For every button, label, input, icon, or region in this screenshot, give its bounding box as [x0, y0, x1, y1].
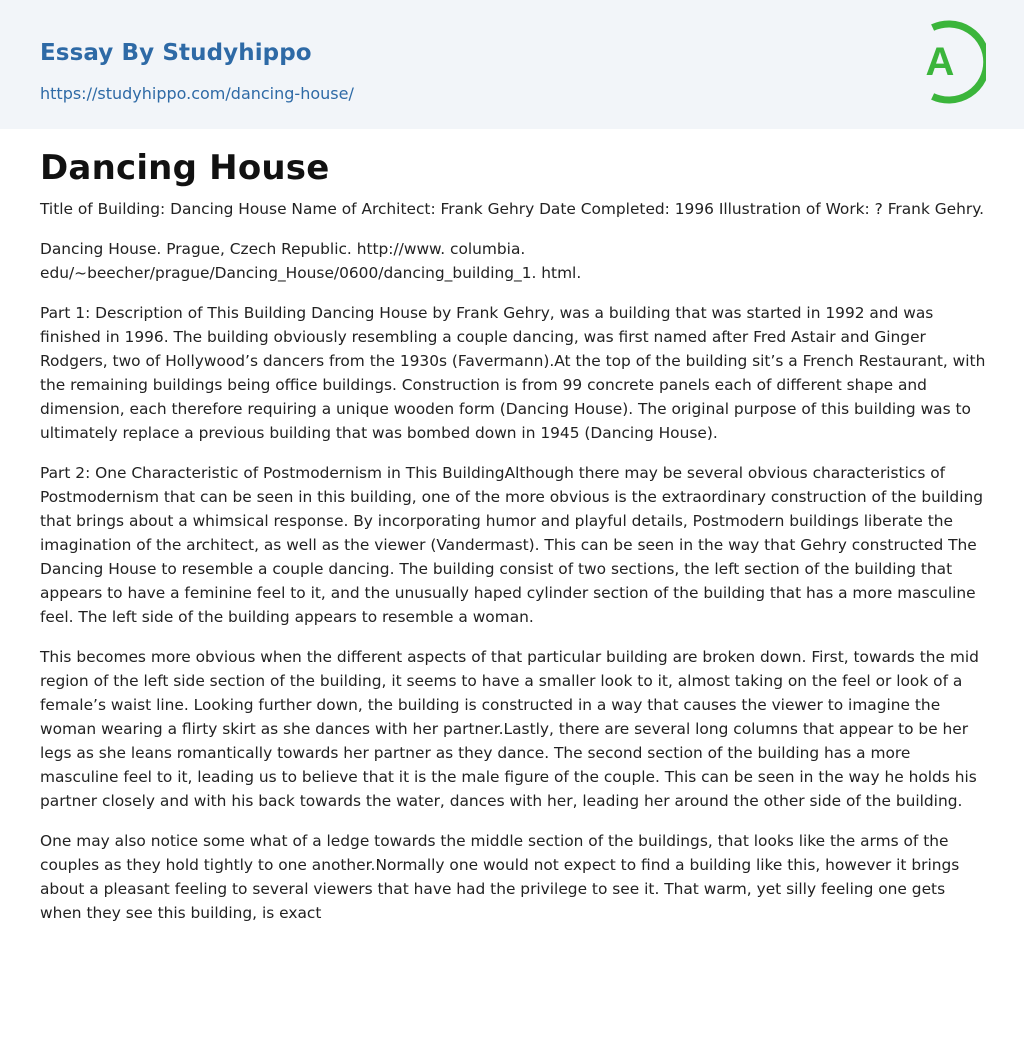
paragraph-source: Dancing House. Prague, Czech Republic. http://www. columbia. edu/~beecher/prague/Dancing_House/0600/dancing_building_1. html.: [40, 240, 582, 282]
paragraph-building-info: Title of Building: Dancing House Name of Architect: Frank Gehry Date Completed: 1996 Illustration of Work: ? Frank Gehry.: [40, 200, 985, 218]
paragraph-part-2: Part 2: One Characteristic of Postmodernism in This BuildingAlthough there may be several obvious characteristics of Postmodernism that can be seen in this building, one of the more obvious is the extraordinary construction of the building that brings about a whimsical response. By incorporating humor and playful details, Postmodern buildings liberate the imagination of the architect, as well as the viewer (Vandermast). This can be seen in the way that Gehry constructed The Dancing House to resemble a couple dancing. The building consist of two sections, the left section of the building that appears to have a feminine feel to it, and the unusually haped cylinder section of the building that has a more masculine feel. The left side of the building appears to resemble a woman.: [40, 464, 983, 626]
essay-title: Dancing House: [40, 148, 330, 188]
studyhippo-logo-icon[interactable]: [912, 18, 986, 106]
source-url-link[interactable]: https://studyhippo.com/dancing-house/: [40, 84, 354, 103]
paragraph-breakdown: This becomes more obvious when the different aspects of that particular building are broken down. First, towards the mid region of the left side section of the building, it seems to have a smaller look to it, almost taking on the feel or look of a female’s waist line. Looking further down, the building is constructed in a way that causes the viewer to imagine the woman wearing a flirty skirt as she dances with her partner.Lastly, there are several long columns that appear to be her legs as she leans romantically towards her partner as they dance. The second section of the building has a more masculine feel to it, leading us to believe that it is the male figure of the couple. This can be seen in the way he holds his partner closely and with his back towards the water, dances with her, leading her around the other side of the building.: [40, 648, 979, 810]
site-header: [0, 0, 1024, 129]
brand-title[interactable]: Essay By Studyhippo: [40, 40, 312, 66]
paragraph-ledge: One may also notice some what of a ledge towards the middle section of the buildings, that looks like the arms of the couples as they hold tightly to one another.Normally one would not expect to find a building like this, however it brings about a pleasant feeling to several viewers that have had the privilege to see it. That warm, yet silly feeling one gets when they see this building, is exact: [40, 832, 960, 922]
paragraph-part-1: Part 1: Description of This Building Dancing House by Frank Gehry, was a building that was started in 1992 and was finished in 1996. The building obviously resembling a couple dancing, was first named after Fred Astair and Ginger Rodgers, two of Hollywood’s dancers from the 1930s (Favermann).At the top of the building sit’s a French Restaurant, with the remaining buildings being office buildings. Construction is from 99 concrete panels each of different shape and dimension, each therefore requiring a unique wooden form (Dancing House). The original purpose of this building was to ultimately replace a previous building that was bombed down in 1945 (Dancing House).: [40, 304, 986, 442]
logo-letter: A: [925, 40, 955, 84]
essay-content: [40, 145, 990, 925]
